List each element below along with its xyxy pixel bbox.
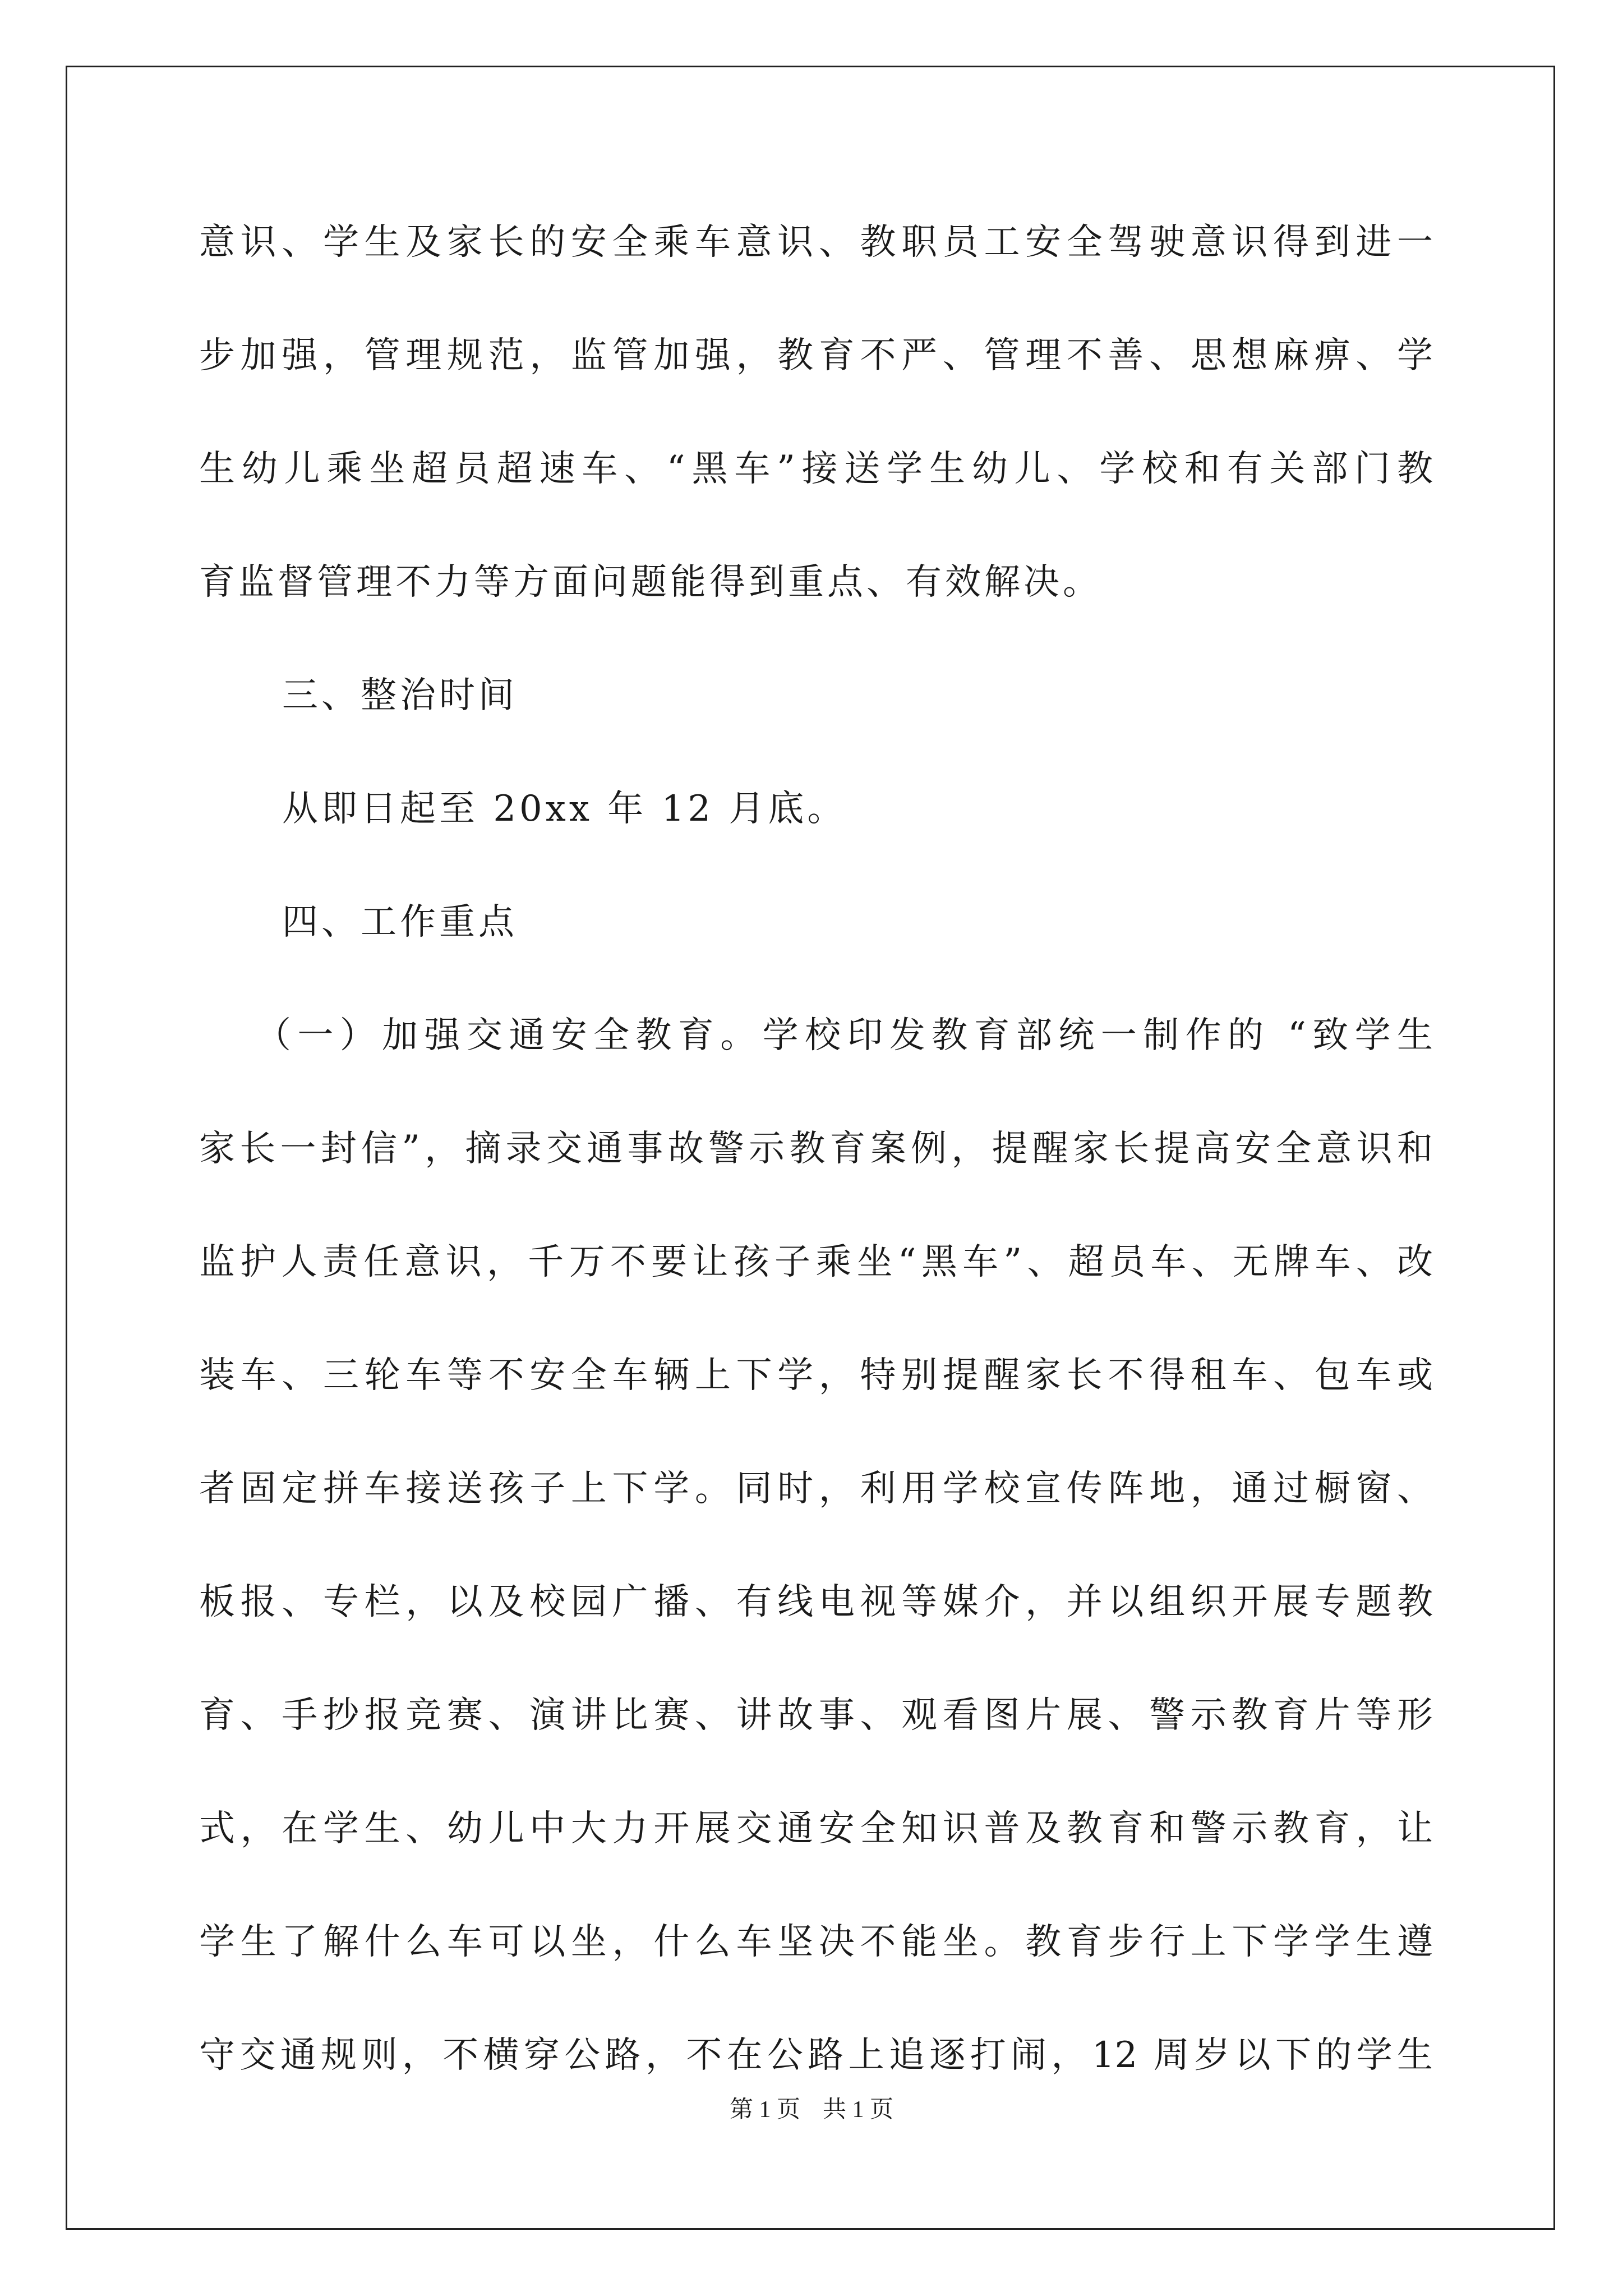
- text-line: 家长一封信”，摘录交通事故警示教育案例，提醒家长提高安全意识和: [199, 1128, 1433, 1170]
- page-footer: [0, 2091, 1623, 2124]
- text-line: 守交通规则，不横穿公路，不在公路上追逐打闹，12 周岁以下的学生: [199, 2035, 1433, 2076]
- section-heading: 三、整治时间: [282, 675, 518, 716]
- text-line: 从即日起至 20xx 年 12 月底。: [282, 788, 847, 830]
- text-line: 板报、专栏，以及校园广播、有线电视等媒介，并以组织开展专题教: [199, 1581, 1433, 1623]
- page-total: 共 1 页: [823, 2097, 894, 2123]
- text-line: 监护人责任意识，千万不要让孩子乘坐“黑车”、超员车、无牌车、改: [199, 1241, 1433, 1283]
- text-line: 意识、学生及家长的安全乘车意识、教职员工安全驾驶意识得到进一: [199, 222, 1433, 263]
- page-number: 第 1 页: [729, 2097, 800, 2123]
- section-heading: 四、工作重点: [282, 901, 518, 943]
- text-line: （一）加强交通安全教育。学校印发教育部统一制作的 “致学生: [255, 1015, 1433, 1056]
- document-body: [199, 214, 1433, 2141]
- text-line: 育、手抄报竞赛、演讲比赛、讲故事、观看图片展、警示教育片等形: [199, 1695, 1433, 1736]
- text-line: 步加强，管理规范，监管加强，教育不严、管理不善、思想麻痹、学: [199, 335, 1433, 376]
- text-line: 装车、三轮车等不安全车辆上下学，特别提醒家长不得租车、包车或: [199, 1355, 1433, 1396]
- text-line: 学生了解什么车可以坐，什么车坚决不能坐。教育步行上下学学生遵: [199, 1921, 1433, 1963]
- text-line: 生幼儿乘坐超员超速车、“黑车”接送学生幼儿、学校和有关部门教: [199, 448, 1433, 490]
- text-line: 者固定拼车接送孩子上下学。同时，利用学校宣传阵地，通过橱窗、: [199, 1468, 1433, 1510]
- text-line: 式，在学生、幼儿中大力开展交通安全知识普及教育和警示教育，让: [199, 1808, 1433, 1849]
- text-line: 育监督管理不力等方面问题能得到重点、有效解决。: [199, 562, 1102, 603]
